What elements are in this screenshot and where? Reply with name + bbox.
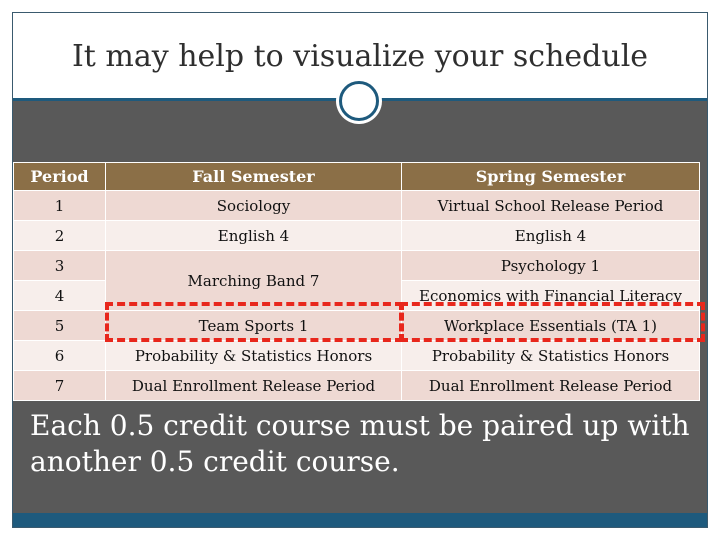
header-fall: Fall Semester [106, 163, 402, 191]
table-row [14, 341, 700, 371]
table-header-row [14, 163, 700, 191]
spring-cell: Psychology 1 [402, 251, 700, 281]
bottom-bar [13, 513, 707, 527]
period-cell: 4 [14, 281, 106, 311]
fall-cell: English 4 [106, 221, 402, 251]
highlight-box-fall [105, 302, 403, 342]
table-row [14, 371, 700, 401]
header-period: Period [14, 163, 106, 191]
spring-cell: Workplace Essentials (TA 1) [402, 311, 700, 341]
circle-ornament [339, 81, 379, 121]
spring-cell: English 4 [402, 221, 700, 251]
spring-cell: Dual Enrollment Release Period [402, 371, 700, 401]
schedule-table [13, 162, 700, 401]
period-cell: 7 [14, 371, 106, 401]
period-cell: 2 [14, 221, 106, 251]
fall-cell: Dual Enrollment Release Period [106, 371, 402, 401]
period-cell: 5 [14, 311, 106, 341]
fall-cell: Probability & Statistics Honors [106, 341, 402, 371]
slide-title: It may help to visualize your schedule [71, 39, 649, 74]
fall-cell: Marching Band 7 [106, 251, 402, 311]
table-row [14, 191, 700, 221]
spring-cell: Virtual School Release Period [402, 191, 700, 221]
highlight-box-spring [400, 302, 705, 342]
header-spring: Spring Semester [402, 163, 700, 191]
period-cell: 1 [14, 191, 106, 221]
table-row [14, 251, 700, 281]
spring-cell: Economics with Financial Literacy [402, 281, 700, 311]
fall-cell: Team Sports 1 [106, 311, 402, 341]
caption-text: Each 0.5 credit course must be paired up with another 0.5 credit course. [30, 409, 690, 478]
period-cell: 3 [14, 251, 106, 281]
period-cell: 6 [14, 341, 106, 371]
table-row [14, 221, 700, 251]
spring-cell: Probability & Statistics Honors [402, 341, 700, 371]
fall-cell: Sociology [106, 191, 402, 221]
